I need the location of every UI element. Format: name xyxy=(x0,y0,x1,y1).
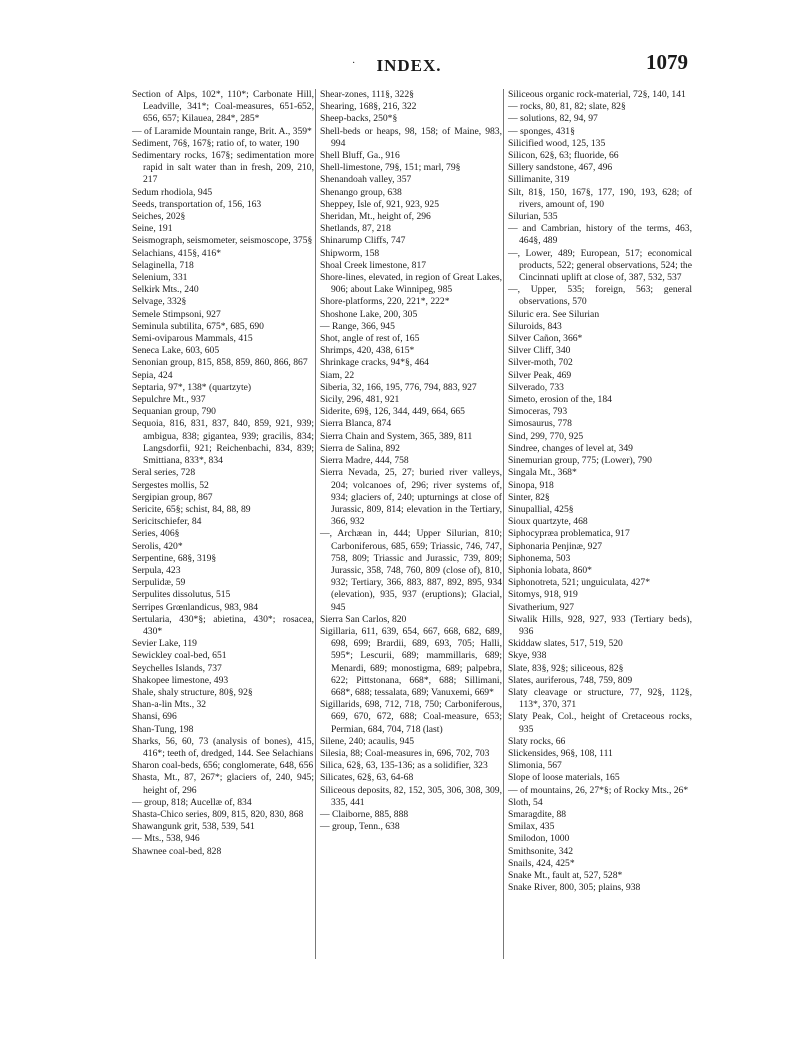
index-entry: — group, 818; Aucellæ of, 834 xyxy=(132,796,252,808)
index-entry: Seiches, 202§ xyxy=(132,211,186,223)
index-entry: Slaty cleavage or structure, 77, 92§, 112§, 113*, 370, 371 xyxy=(508,686,692,711)
index-entry: Silver Cliff, 340 xyxy=(508,345,571,357)
index-entry: Sinupallial, 425§ xyxy=(508,503,574,515)
index-entry: Siam, 22 xyxy=(320,369,355,381)
index-entry: Shawangunk grit, 538, 539, 541 xyxy=(132,821,255,833)
index-entry: Shore-platforms, 220, 221*, 222* xyxy=(320,296,450,308)
index-entry: Seneca Lake, 603, 605 xyxy=(132,345,220,357)
index-entry: Sind, 299, 770, 925 xyxy=(508,430,584,442)
index-entry: Shan-a-lin Mts., 32 xyxy=(132,699,207,711)
index-entry: Shrimps, 420, 438, 615* xyxy=(320,345,415,357)
index-entry: Sioux quartzyte, 468 xyxy=(508,516,588,528)
index-entry: Slate, 83§, 92§; siliceous, 82§ xyxy=(508,662,624,674)
index-entry: —, Lower, 489; European, 517; economical products, 522; general observations, 524; the Cincinnati uplift at close of, 387, 532, 537 xyxy=(508,247,692,284)
index-entry: Shoshone Lake, 200, 305 xyxy=(320,308,418,320)
index-entry: Smilax, 435 xyxy=(508,821,555,833)
index-column-3 xyxy=(508,89,692,894)
index-entry: Senonian group, 815, 858, 859, 860, 866, 867 xyxy=(132,357,308,369)
index-entry: — and Cambrian, history of the terms, 463, 464§, 489 xyxy=(508,223,692,247)
index-entry: Shinarump Cliffs, 747 xyxy=(320,235,406,247)
index-entry: Silene, 240; acaulis, 945 xyxy=(320,735,415,747)
index-entry: Sequoia, 816, 831, 837, 840, 859, 921, 939; ambigua, 838; gigantea, 939; gracilis, 834; Langsdorfii, 921; Reichenbachi, 834, 839; Smittiana, 833*, 834 xyxy=(132,418,314,467)
index-entry: Siberia, 32, 166, 195, 776, 794, 883, 927 xyxy=(320,381,477,393)
index-entry: Snake River, 800, 305; plains, 938 xyxy=(508,882,641,894)
column-divider xyxy=(315,89,316,959)
index-entry: Shear-zones, 111§, 322§ xyxy=(320,89,414,100)
index-entry: Silverado, 733 xyxy=(508,381,564,393)
index-entry: Silicified wood, 125, 135 xyxy=(508,137,606,149)
index-entry: Sierra Nevada, 25, 27; buried river valleys, 204; volcanoes of, 296; river systems of, 934; glaciers of, 240; upturnings at close of Jurassic, 809, 814; elevation in the Tertiary, 366, 932 xyxy=(320,467,502,528)
index-entry: Shasta, Mt., 87, 267*; glaciers of, 240, 945; height of, 296 xyxy=(132,772,314,796)
index-entry: — rocks, 80, 81, 82; slate, 82§ xyxy=(508,101,626,113)
index-entry: Sharon coal-beds, 656; conglomerate, 648, 656 xyxy=(132,760,314,772)
index-entry: Simeto, erosion of the, 184 xyxy=(508,394,612,406)
index-entry: — sponges, 431§ xyxy=(508,125,575,137)
index-entry: Skiddaw slates, 517, 519, 520 xyxy=(508,638,623,650)
index-entry: Sloth, 54 xyxy=(508,796,543,808)
index-entry: Sergipian group, 867 xyxy=(132,491,213,503)
index-entry: Slates, auriferous, 748, 759, 809 xyxy=(508,674,633,686)
index-entry: Shipworm, 158 xyxy=(320,247,380,259)
index-entry: — group, Tenn., 638 xyxy=(320,821,400,833)
index-entry: Silica, 62§, 63, 135-136; as a solidifier, 323 xyxy=(320,760,488,772)
index-entry: Sivatherium, 927 xyxy=(508,601,575,613)
index-entry: Sepia, 424 xyxy=(132,369,173,381)
index-entry: Sierra de Salina, 892 xyxy=(320,442,400,454)
index-entry: Serolis, 420* xyxy=(132,540,183,552)
index-entry: Slimonia, 567 xyxy=(508,760,562,772)
index-entry: Shrinkage cracks, 94*§, 464 xyxy=(320,357,429,369)
index-entry: Sediment, 76§, 167§; ratio of, to water, 190 xyxy=(132,137,300,149)
index-entry: Sillimanite, 319 xyxy=(508,174,570,186)
index-entry: Sericitschiefer, 84 xyxy=(132,516,202,528)
index-entry: Sertularia, 430*§; abietina, 430*; rosacea, 430* xyxy=(132,613,314,637)
index-entry: Seine, 191 xyxy=(132,223,173,235)
index-entry: Sigillaria, 611, 639, 654, 667, 668, 682, 689, 698, 699; Brardii, 689, 693, 705; Halli, 595*; Lescurii, 689; mammillaris, 689; Menardi, 689; monostigma, 689; palpebra, 622; Pittstonana, 668*, 688; Sillimani, 668*, 688; tessalata, 689; Vanuxemi, 669* xyxy=(320,625,502,698)
index-entry: Siphonaria Penjinæ, 927 xyxy=(508,540,603,552)
index-entry: Shetlands, 87, 218 xyxy=(320,223,391,235)
column-divider xyxy=(503,89,504,959)
index-entry: Silesia, 88; Coal-measures in, 696, 702, 703 xyxy=(320,747,490,759)
index-entry: Selenium, 331 xyxy=(132,272,188,284)
index-entry: Silt, 81§, 150, 167§, 177, 190, 193, 628; of rivers, amount of, 190 xyxy=(508,186,692,210)
index-entry: Sierra Madre, 444, 758 xyxy=(320,455,409,467)
index-entry: Simosaurus, 778 xyxy=(508,418,572,430)
index-entry: Shasta-Chico series, 809, 815, 820, 830, 868 xyxy=(132,808,304,820)
index-entry: Seeds, transportation of, 156, 163 xyxy=(132,198,262,210)
index-entry: Slaty Peak, Col., height of Cretaceous rocks, 935 xyxy=(508,711,692,735)
index-entry: Serpula, 423 xyxy=(132,564,181,576)
index-entry: Section of Alps, 102*, 110*; Carbonate Hill, Leadville, 341*; Coal-measures, 651-652, 656, 657; Kilauea, 284*, 285* xyxy=(132,89,314,125)
page-title: INDEX. xyxy=(376,56,442,75)
index-entry: Siderite, 69§, 126, 344, 449, 664, 665 xyxy=(320,406,465,418)
index-entry: Sergestes mollis, 52 xyxy=(132,479,209,491)
index-entry: Shell-beds or heaps, 98, 158; of Maine, 983, 994 xyxy=(320,125,502,149)
index-entry: Siliceous deposits, 82, 152, 305, 306, 308, 309, 335, 441 xyxy=(320,784,502,808)
index-entry: Sequanian group, 790 xyxy=(132,406,216,418)
index-entry: Skye, 938 xyxy=(508,650,547,662)
index-entry: Sierra Blanca, 874 xyxy=(320,418,392,430)
index-entry: Silver-moth, 702 xyxy=(508,357,573,369)
header-dot: · xyxy=(352,58,356,69)
index-entry: Sewickley coal-bed, 651 xyxy=(132,650,227,662)
index-entry: Smithsonite, 342 xyxy=(508,845,574,857)
index-entry: Shearing, 168§, 216, 322 xyxy=(320,101,417,113)
index-entry: Semele Stimpsoni, 927 xyxy=(132,308,221,320)
index-entry: Selvage, 332§ xyxy=(132,296,187,308)
index-entry: Sericite, 65§; schist, 84, 88, 89 xyxy=(132,503,251,515)
index-entry: Sedum rhodiola, 945 xyxy=(132,186,213,198)
index-entry: Serpulites dissolutus, 515 xyxy=(132,589,231,601)
index-entry: Siliceous organic rock-material, 72§, 140, 141 xyxy=(508,89,686,100)
page-header xyxy=(130,50,688,78)
index-entry: Silicates, 62§, 63, 64-68 xyxy=(320,772,414,784)
index-entry: Sinopa, 918 xyxy=(508,479,554,491)
index-entry: Siwalik Hills, 928, 927, 933 (Tertiary beds), 936 xyxy=(508,613,692,637)
index-entry: Silver Cañon, 366* xyxy=(508,333,583,345)
index-column-1 xyxy=(132,89,314,858)
index-entry: — of mountains, 26, 27*§; of Rocky Mts., 26* xyxy=(508,784,689,796)
index-entry: Siluroids, 843 xyxy=(508,320,562,332)
index-entry: Shawnee coal-bed, 828 xyxy=(132,845,222,857)
index-entry: Silicon, 62§, 63; fluoride, 66 xyxy=(508,150,619,162)
index-column-2 xyxy=(320,89,502,833)
index-entry: — of Laramide Mountain range, Brit. A., 359* xyxy=(132,125,312,137)
index-entry: Selkirk Mts., 240 xyxy=(132,284,199,296)
index-entry: —, Archæan in, 444; Upper Silurian, 810; Carboniferous, 685, 659; Triassic, 746, 747, 758, 809; Triassic and Jurassic, 739, 809; Jurassic, 358, 748, 760, 809 (close of), 810, 932; Tertiary, 366, 883, 887, 892, 895, 934 (elevation), 935, 937 (eruptions); Glacial, 945 xyxy=(320,528,502,613)
index-entry: Serripes Grœnlandicus, 983, 984 xyxy=(132,601,259,613)
index-entry: Sheridan, Mt., height of, 296 xyxy=(320,211,431,223)
index-entry: Sheppey, Isle of, 921, 923, 925 xyxy=(320,198,440,210)
index-entry: Shansi, 696 xyxy=(132,711,177,723)
index-entry: Semi-oviparous Mammals, 415 xyxy=(132,333,253,345)
index-entry: Series, 406§ xyxy=(132,528,180,540)
index-entry: Siphonotreta, 521; unguiculata, 427* xyxy=(508,577,651,589)
index-entry: — Claiborne, 885, 888 xyxy=(320,808,409,820)
index-entry: Sindree, changes of level at, 349 xyxy=(508,442,633,454)
page-number: 1079 xyxy=(646,50,688,74)
index-entry: Shan-Tung, 198 xyxy=(132,723,194,735)
index-entry: Sitomys, 918, 919 xyxy=(508,589,578,601)
index-entry: Selachians, 415§, 416* xyxy=(132,247,221,259)
index-entry: Serpentine, 68§, 319§ xyxy=(132,552,217,564)
index-entry: Shell Bluff, Ga., 916 xyxy=(320,150,400,162)
index-entry: Sigillarids, 698, 712, 718, 750; Carboniferous, 669, 670, 672, 688; Coal-measure, 653; Permian, 684, 704, 718 (last) xyxy=(320,699,502,735)
index-entry: Serpulidæ, 59 xyxy=(132,577,186,589)
index-entry: Snails, 424, 425* xyxy=(508,857,575,869)
index-entry: Siphonema, 503 xyxy=(508,552,571,564)
index-entry: Septaria, 97*, 138* (quartzyte) xyxy=(132,381,252,393)
index-entry: — Range, 366, 945 xyxy=(320,320,395,332)
index-entry: Selaginella, 718 xyxy=(132,259,194,271)
index-entry: Siphocypræa problematica, 917 xyxy=(508,528,630,540)
index-entry: Snake Mt., fault at, 527, 528* xyxy=(508,870,623,881)
index-entry: Slaty rocks, 66 xyxy=(508,735,566,747)
index-entry: Sedimentary rocks, 167§; sedimentation more rapid in salt water than in fresh, 209, 210, 217 xyxy=(132,150,314,186)
index-entry: Slickensides, 96§, 108, 111 xyxy=(508,747,613,759)
index-entry: Siluric era. See Silurian xyxy=(508,308,600,320)
index-entry: — Mts., 538, 946 xyxy=(132,833,200,845)
index-entry: Sierra San Carlos, 820 xyxy=(320,613,407,625)
index-entry: Silver Peak, 469 xyxy=(508,369,572,381)
index-entry: Shale, shaly structure, 80§, 92§ xyxy=(132,686,253,698)
index-entry: Seral series, 728 xyxy=(132,467,196,479)
index-entry: Shakopee limestone, 493 xyxy=(132,674,229,686)
index-entry: Shenango group, 638 xyxy=(320,186,402,198)
index-entry: Siphonia lobata, 860* xyxy=(508,564,592,576)
index-entry: Shore-lines, elevated, in region of Great Lakes, 906; about Lake Winnipeg, 985 xyxy=(320,272,502,296)
index-entry: Shot, angle of rest of, 165 xyxy=(320,333,420,345)
index-entry: Sinter, 82§ xyxy=(508,491,550,503)
index-entry: Smaragdite, 88 xyxy=(508,808,567,820)
index-entry: Sharks, 56, 60, 73 (analysis of bones), 415, 416*; teeth of, dredged, 144. See Selachians xyxy=(132,735,314,759)
index-entry: Seychelles Islands, 737 xyxy=(132,662,222,674)
index-entry: Seismograph, seismometer, seismoscope, 375§ xyxy=(132,235,313,247)
index-entry: Shenandoah valley, 357 xyxy=(320,174,412,186)
index-entry: Shoal Creek limestone, 817 xyxy=(320,259,427,271)
index-entry: Sierra Chain and System, 365, 389, 811 xyxy=(320,430,473,442)
index-entry: Sillery sandstone, 467, 496 xyxy=(508,162,613,174)
index-entry: —, Upper, 535; foreign, 563; general observations, 570 xyxy=(508,284,692,308)
index-entry: Seminula subtilita, 675*, 685, 690 xyxy=(132,320,264,332)
index-entry: Sicily, 296, 481, 921 xyxy=(320,394,400,406)
index-entry: Singala Mt., 368* xyxy=(508,467,577,479)
index-entry: Sevier Lake, 119 xyxy=(132,638,197,650)
index-entry: Shell-limestone, 79§, 151; marl, 79§ xyxy=(320,162,461,174)
index-entry: Sheep-backs, 250*§ xyxy=(320,113,398,125)
index-entry: Silurian, 535 xyxy=(508,211,558,223)
index-entry: Smilodon, 1000 xyxy=(508,833,570,845)
index-entry: Simoceras, 793 xyxy=(508,406,568,418)
index-entry: Slope of loose materials, 165 xyxy=(508,772,620,784)
index-entry: — solutions, 82, 94, 97 xyxy=(508,113,598,125)
index-entry: Sinemurian group, 775; (Lower), 790 xyxy=(508,455,652,467)
index-entry: Sepulchre Mt., 937 xyxy=(132,394,206,406)
